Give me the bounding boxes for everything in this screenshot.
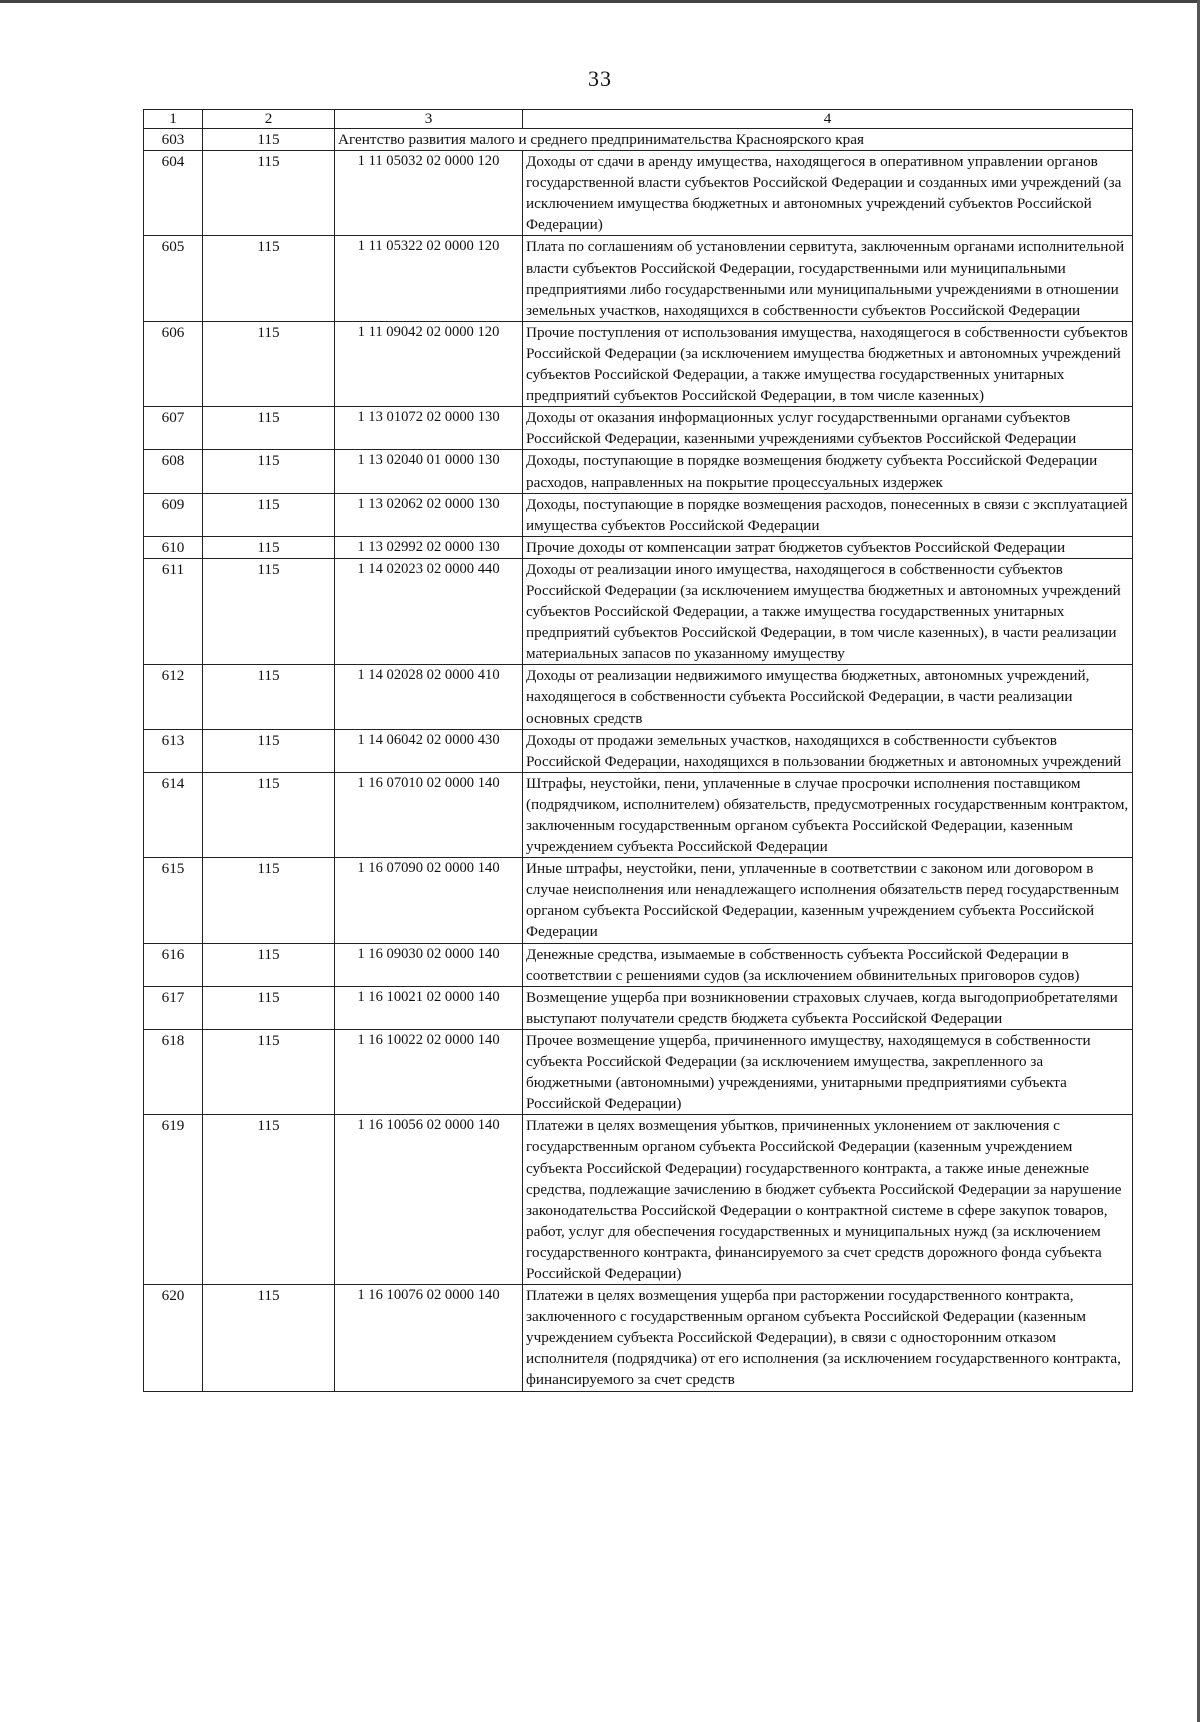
budget-classification-code: 1 16 10056 02 0000 140 bbox=[335, 1115, 523, 1285]
revenue-description: Доходы от реализации иного имущества, находящегося в собственности субъектов Российской Федерации (за исключением имущества бюджетных и автономных учреждений субъектов Российской Федерации, а также имущества государственных унитарных предприятий субъектов Российской Федерации, в том числе казенных), в части реализации материальных запасов по указанному имуществу bbox=[523, 558, 1133, 664]
administrator-code: 115 bbox=[203, 858, 335, 943]
row-number: 610 bbox=[144, 536, 203, 558]
column-header-1: 1 bbox=[144, 110, 203, 129]
revenue-description: Доходы от сдачи в аренду имущества, находящегося в оперативном управлении органов государственной власти субъектов Российской Федерации и созданных ими учреждений (за исключением имущества бюджетных и автономных учреждений субъектов Российской Федерации) bbox=[523, 151, 1133, 236]
revenue-description: Доходы от продажи земельных участков, находящихся в собственности субъектов Российской Федерации, находящихся в пользовании бюджетных и автономных учреждений bbox=[523, 729, 1133, 772]
table-row bbox=[144, 151, 1133, 236]
table-row bbox=[144, 450, 1133, 493]
column-header-3: 3 bbox=[335, 110, 523, 129]
budget-classification-code: 1 13 01072 02 0000 130 bbox=[335, 407, 523, 450]
budget-classification-code: 1 11 05032 02 0000 120 bbox=[335, 151, 523, 236]
budget-classification-code: 1 16 10076 02 0000 140 bbox=[335, 1285, 523, 1391]
budget-classification-code: 1 16 07010 02 0000 140 bbox=[335, 772, 523, 857]
table-row bbox=[144, 321, 1133, 406]
row-number: 619 bbox=[144, 1115, 203, 1285]
row-number: 603 bbox=[144, 129, 203, 151]
budget-classification-code: 1 11 05322 02 0000 120 bbox=[335, 236, 523, 321]
revenue-description: Прочие поступления от использования имущества, находящегося в собственности субъектов Российской Федерации (за исключением имущества бюджетных и автономных учреждений субъектов Российской Федерации, а также имущества государственных унитарных предприятий субъектов Российской Федерации, в том числе казенных) bbox=[523, 321, 1133, 406]
budget-classification-code: 1 14 06042 02 0000 430 bbox=[335, 729, 523, 772]
revenue-description: Возмещение ущерба при возникновении страховых случаев, когда выгодоприобретателями выступают получатели средств бюджета субъекта Российской Федерации bbox=[523, 986, 1133, 1029]
administrator-code: 115 bbox=[203, 236, 335, 321]
revenue-description: Платежи в целях возмещения ущерба при расторжении государственного контракта, заключенного с государственным органом субъекта Российской Федерации (казенным учреждением субъекта Российской Федерации), в связи с односторонним отказом исполнителя (подрядчика) от его исполнения (за исключением государственного контракта, финансируемого за счет средств bbox=[523, 1285, 1133, 1391]
revenue-description: Доходы, поступающие в порядке возмещения расходов, понесенных в связи с эксплуатацией имущества субъектов Российской Федерации bbox=[523, 493, 1133, 536]
administrator-code: 115 bbox=[203, 986, 335, 1029]
administrator-code: 115 bbox=[203, 1115, 335, 1285]
budget-classification-code: 1 14 02028 02 0000 410 bbox=[335, 665, 523, 729]
column-number-row bbox=[144, 110, 1133, 129]
administrator-code: 115 bbox=[203, 321, 335, 406]
budget-codes-table bbox=[143, 109, 1133, 1392]
revenue-description: Иные штрафы, неустойки, пени, уплаченные в соответствии с законом или договором в случае неисполнения или ненадлежащего исполнения обязательств перед государственным органом субъекта Российской Федерации, казенным учреждением субъекта Российской Федерации bbox=[523, 858, 1133, 943]
row-number: 611 bbox=[144, 558, 203, 664]
budget-classification-code: 1 13 02992 02 0000 130 bbox=[335, 536, 523, 558]
table-row bbox=[144, 986, 1133, 1029]
row-number: 617 bbox=[144, 986, 203, 1029]
row-number: 609 bbox=[144, 493, 203, 536]
administrator-code: 115 bbox=[203, 536, 335, 558]
revenue-description: Штрафы, неустойки, пени, уплаченные в случае просрочки исполнения поставщиком (подрядчиком, исполнителем) обязательств, предусмотренных государственным контрактом, заключенным государственным органом субъекта Российской Федерации, казенным учреждением субъекта Российской Федерации bbox=[523, 772, 1133, 857]
agency-name: Агентство развития малого и среднего предпринимательства Красноярского края bbox=[335, 129, 1133, 151]
revenue-description: Прочие доходы от компенсации затрат бюджетов субъектов Российской Федерации bbox=[523, 536, 1133, 558]
administrator-code: 115 bbox=[203, 558, 335, 664]
table-row bbox=[144, 558, 1133, 664]
table-row bbox=[144, 858, 1133, 943]
budget-classification-code: 1 11 09042 02 0000 120 bbox=[335, 321, 523, 406]
administrator-code: 115 bbox=[203, 129, 335, 151]
revenue-description: Плата по соглашениям об установлении сервитута, заключенным органами исполнительной власти субъектов Российской Федерации, государственными или муниципальными предприятиями либо государственными или муниципальными учреждениями в отношении земельных участков, находящихся в собственности субъектов Российской Федерации bbox=[523, 236, 1133, 321]
table-row bbox=[144, 1115, 1133, 1285]
budget-classification-code: 1 16 10021 02 0000 140 bbox=[335, 986, 523, 1029]
administrator-code: 115 bbox=[203, 493, 335, 536]
agency-row bbox=[144, 129, 1133, 151]
row-number: 614 bbox=[144, 772, 203, 857]
table-row bbox=[144, 536, 1133, 558]
budget-classification-code: 1 14 02023 02 0000 440 bbox=[335, 558, 523, 664]
table-row bbox=[144, 236, 1133, 321]
row-number: 618 bbox=[144, 1029, 203, 1114]
column-header-4: 4 bbox=[523, 110, 1133, 129]
table-row bbox=[144, 1029, 1133, 1114]
revenue-description: Доходы, поступающие в порядке возмещения бюджету субъекта Российской Федерации расходов, направленных на покрытие процессуальных издержек bbox=[523, 450, 1133, 493]
table-row bbox=[144, 729, 1133, 772]
budget-classification-code: 1 16 10022 02 0000 140 bbox=[335, 1029, 523, 1114]
table-row bbox=[144, 407, 1133, 450]
budget-classification-code: 1 13 02040 01 0000 130 bbox=[335, 450, 523, 493]
budget-classification-code: 1 13 02062 02 0000 130 bbox=[335, 493, 523, 536]
administrator-code: 115 bbox=[203, 450, 335, 493]
table-row bbox=[144, 1285, 1133, 1391]
row-number: 613 bbox=[144, 729, 203, 772]
table-row bbox=[144, 772, 1133, 857]
page-number: 33 bbox=[588, 66, 612, 91]
administrator-code: 115 bbox=[203, 1285, 335, 1391]
column-header-2: 2 bbox=[203, 110, 335, 129]
revenue-description: Прочее возмещение ущерба, причиненного имуществу, находящемуся в собственности субъекта Российской Федерации (за исключением имущества, закрепленного за бюджетными (автономными) учреждениями, унитарными предприятиями субъекта Российской Федерации) bbox=[523, 1029, 1133, 1114]
table-row bbox=[144, 665, 1133, 729]
table-row bbox=[144, 493, 1133, 536]
revenue-description: Платежи в целях возмещения убытков, причиненных уклонением от заключения с государственным органом субъекта Российской Федерации (казенным учреждением субъекта Российской Федерации) государственного контракта, а также иные денежные средства, подлежащие зачислению в бюджет субъекта Российской Федерации за нарушение законодательства Российской Федерации о контрактной системе в сфере закупок товаров, работ, услуг для обеспечения государственных и муниципальных нужд (за исключением государственного контракта, финансируемого за счет средств дорожного фонда субъекта Российской Федерации) bbox=[523, 1115, 1133, 1285]
administrator-code: 115 bbox=[203, 151, 335, 236]
table-row bbox=[144, 943, 1133, 986]
row-number: 605 bbox=[144, 236, 203, 321]
row-number: 608 bbox=[144, 450, 203, 493]
administrator-code: 115 bbox=[203, 772, 335, 857]
administrator-code: 115 bbox=[203, 1029, 335, 1114]
budget-classification-code: 1 16 09030 02 0000 140 bbox=[335, 943, 523, 986]
row-number: 604 bbox=[144, 151, 203, 236]
row-number: 615 bbox=[144, 858, 203, 943]
administrator-code: 115 bbox=[203, 943, 335, 986]
row-number: 616 bbox=[144, 943, 203, 986]
administrator-code: 115 bbox=[203, 665, 335, 729]
revenue-description: Доходы от реализации недвижимого имущества бюджетных, автономных учреждений, находящегося в собственности субъекта Российской Федерации, в части реализации основных средств bbox=[523, 665, 1133, 729]
row-number: 606 bbox=[144, 321, 203, 406]
scan-edge-top bbox=[0, 0, 1200, 3]
row-number: 607 bbox=[144, 407, 203, 450]
row-number: 612 bbox=[144, 665, 203, 729]
budget-classification-code: 1 16 07090 02 0000 140 bbox=[335, 858, 523, 943]
revenue-description: Денежные средства, изымаемые в собственность субъекта Российской Федерации в соответствии с решениями судов (за исключением обвинительных приговоров судов) bbox=[523, 943, 1133, 986]
revenue-description: Доходы от оказания информационных услуг государственными органами субъектов Российской Федерации, казенными учреждениями субъектов Российской Федерации bbox=[523, 407, 1133, 450]
administrator-code: 115 bbox=[203, 407, 335, 450]
row-number: 620 bbox=[144, 1285, 203, 1391]
administrator-code: 115 bbox=[203, 729, 335, 772]
